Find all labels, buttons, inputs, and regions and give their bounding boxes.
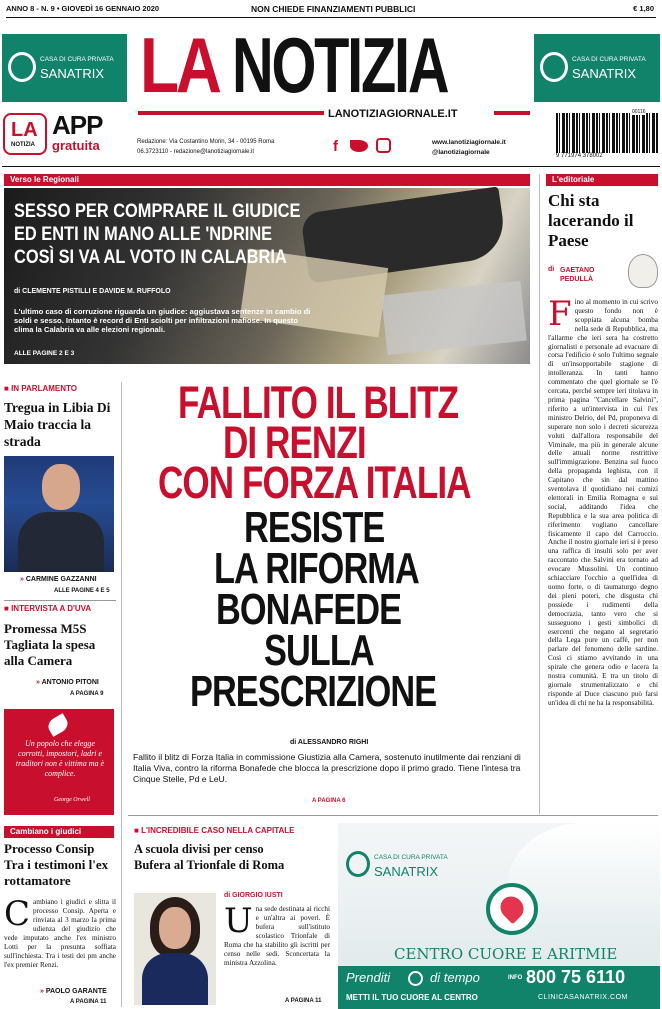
ad-center: CENTRO CUORE E ARITMIE	[394, 945, 618, 963]
left3-section: Cambiano i giudici	[4, 826, 114, 838]
person-body	[18, 512, 104, 572]
lead-byline: di CLEMENTE PISTILLI E DAVIDE M. RUFFOLO	[14, 288, 171, 295]
ad-brand: SANATRIX	[374, 864, 439, 879]
clock-icon	[408, 971, 423, 986]
twitter-icon[interactable]	[350, 140, 368, 152]
title-la: LA	[140, 21, 219, 109]
main-black-5: PRESCRIZIONE	[190, 667, 437, 716]
school-byline: di GIORGIO IUSTI	[224, 892, 283, 899]
quote-text: Un popolo che elegge corrotti, impostori, ladri e traditori non è vittima ma è complice.	[15, 739, 105, 778]
ad-left-top: CASA DI CURA PRIVATA	[40, 56, 114, 63]
editoriale-section-label: L'editoriale	[546, 174, 658, 186]
sanatrix-ad[interactable]	[338, 823, 660, 1009]
website-link[interactable]: LANOTIZIAGIORNALE.IT	[328, 108, 458, 120]
school-section-text: L'INCREDIBILE CASO NELLA CAPITALE	[141, 826, 295, 835]
instagram-icon[interactable]	[376, 138, 391, 153]
person-body	[142, 953, 208, 1005]
price: € 1,80	[633, 4, 654, 13]
app-badge-la: LA	[11, 119, 38, 141]
school-title-1: A scuola divisi per censo	[134, 842, 264, 856]
ad-site[interactable]: CLINICASANATRIX.COM	[538, 994, 628, 1001]
feather-icon	[45, 713, 70, 737]
address-line2: 06.3723110 - redazione@lanotiziagiornale.it	[137, 149, 255, 155]
left3-title[interactable]: Processo Consip Tra i testimoni l'ex rottamatore	[4, 841, 109, 888]
left3-text: ambiano i giudici e slitta il processo Consip. Aperta e rinviata al 3 marzo la prima udienza del giudizio che vede imputato anche l'ex ministro Lotti per la presunta soffiata sull'inchiesta. Tra i testi dei pm anche l'ex premier Renzi.	[4, 898, 116, 969]
school-title[interactable]	[134, 841, 334, 873]
left-rule-1	[4, 600, 116, 601]
person-face	[159, 907, 191, 949]
left2-title[interactable]: Promessa M5S Tagliata la spesa alla Camera	[4, 621, 96, 668]
left2-pages[interactable]: A PAGINA 9	[70, 691, 104, 697]
main-black-4: SULLA	[264, 626, 374, 675]
school-body	[224, 901, 330, 968]
social-handle: @lanotiziagiornale	[432, 149, 490, 156]
editoriale-title[interactable]: Chi sta lacerando il Paese	[548, 191, 634, 250]
slogan: NON CHIEDE FINANZIAMENTI PUBBLICI	[251, 4, 416, 14]
main-pages[interactable]: A PAGINA 6	[312, 798, 346, 804]
main-red-1: FALLITO IL BLITZ	[178, 377, 459, 428]
ad-info: INFO	[508, 975, 523, 981]
sanatrix-logo-icon	[346, 851, 370, 877]
ad-green-bar	[338, 966, 660, 1009]
left3-pages[interactable]: A PAGINA 11	[70, 999, 107, 1005]
editoriale-dropcap: F	[548, 294, 572, 334]
main-black-3: BONAFEDE	[216, 585, 402, 634]
school-text: na sede destinata ai ricchi e un'altra ai poveri. È bufera sull'istituto scolastico Trionfale di Roma che ha stabilito gli iscritti per censo nelle sedi. Sconcertata la ministra Azzolina.	[224, 905, 330, 967]
barcode-code: 00116	[632, 109, 646, 115]
lead-headline-2: ED ENTI IN MANO ALLE 'NDRINE	[14, 223, 273, 245]
left1-pages[interactable]: ALLE PAGINE 4 E 5	[54, 588, 110, 594]
title-notizia: NOTIZIA	[232, 21, 448, 109]
editoriale-author: GAETANO PEDULLÀ	[560, 267, 595, 283]
app-badge-notizia: NOTIZIA	[11, 142, 35, 148]
app-label[interactable]: APP	[52, 110, 103, 140]
social-site[interactable]: www.lanotiziagiornale.it	[432, 139, 506, 146]
main-summary: Fallito il blitz di Forza Italia in commissione Giustizia alla Camera, sostenuto inutilmente dai renziani di Italia Viva, contro la riforma Bonafede che blocca la prescrizione dopo il primo grado. Tiene l'intesa tra Cinque Stelle, Pd e LeU.	[133, 752, 521, 785]
lead-section-label: Verso le Regionali	[4, 174, 530, 186]
masthead-redline	[138, 111, 324, 115]
left3-author: PAOLO GARANTE	[45, 988, 107, 995]
ad-left-sanatrix[interactable]	[2, 34, 127, 102]
top-bar	[6, 4, 656, 16]
ad-left-brand: SANATRIX	[40, 66, 105, 81]
masthead-bottom-rule	[2, 166, 660, 167]
lead-summary: L'ultimo caso di corruzione riguarda un giudice: aggiustava sentenze in cambio di soldi e sesso. Intanto è record di Enti sciolti per infiltrazioni mafiose. In questo clima la Calabria va alle elezioni regionali.	[14, 307, 311, 334]
left2-section-text: INTERVISTA A D'UVA	[11, 604, 92, 613]
school-pages[interactable]: A PAGINA 11	[285, 998, 322, 1004]
barcode-number: 9 771974 378002	[556, 153, 658, 159]
ad-right-top: CASA DI CURA PRIVATA	[572, 56, 646, 63]
lead-headline[interactable]	[14, 200, 344, 269]
left1-author-line: » CARMINE GAZZANNI	[20, 576, 97, 583]
lead-headline-1: SESSO PER COMPRARE IL GIUDICE	[14, 200, 301, 222]
school-photo	[134, 893, 216, 1005]
main-bottom-rule	[128, 815, 658, 816]
editoriale-text: ino al momento in cui scrivo questo fondo non è scoppiata alcuna bomba nella sede di Repubblica, ma l'allarme che ieri sera ha costretto giornalisti e personale ad evacuare di corsa l'edificio è solo l'ultimo segnale di un'insopportabile stagione di intolleranza. In tanti hanno commentato che quel giornale se l'è cercata, perché sempre ieri titolava in prima pagina "Cancellare Salvini", riferito a un'intervista in cui l'ex ministro Delrio, del Pd, proponeva di superare non solo i decreti sicurezza voluti dall'allora responsabile del Viminale, ma più in generale alcune delle attuali norme restrittive sull'immigrazione. Benzina sul fuoco della propaganda leghista, con il Capitano che sin dal mattino sventolava il quotidiano nei comizi elettorali in Emilia Romagna e sui social, additando l'idea che Repubblica e la sua area politica di riferimento vogliano cancellare fisicamente il capo del Carroccio. Anche il nostro giornale ieri si è preso una raffica di insulti solo per aver raccontato che Salvini era tornato ad evocare Mussolini. Un continuo schiacciare l'occhio a quell'idea di uomo forte, o di taumaturgo degno dei pieni poteri, che disgusta chi possiede i rudimenti della democrazia, tanto vero che si susseguono i gesti simbolici di esercenti che negano al segretario della Lega pure un caffè, per non parlare del fenomeno delle sardine. Così ci stiamo avvitando in una spirale che genera odio e lacera la nostra comunità. E tra un titolo di giornale strumentalizzato e chi risponde al Duce ciascuno può farsi un'idea di chi ne ha la responsabilità.	[548, 298, 658, 707]
app-sub: gratuita	[52, 138, 100, 153]
editoriale-body	[548, 294, 658, 708]
top-rule	[6, 17, 656, 18]
main-red-2: DI RENZI	[223, 417, 366, 468]
left1-section: ■ IN PARLAMENTO	[4, 384, 77, 393]
left2-section: ■ INTERVISTA A D'UVA	[4, 604, 92, 613]
main-headline[interactable]	[128, 377, 534, 731]
quote-author: George Orwell	[54, 797, 90, 803]
main-black-1: RESISTE	[244, 503, 385, 552]
editoriale-by: di	[548, 266, 555, 273]
app-badge-icon[interactable]	[3, 113, 47, 155]
banknote-shape	[381, 281, 527, 355]
masthead-redline-right	[494, 111, 530, 115]
address-line1: Redazione: Via Costantino Morin, 34 - 00195 Roma	[137, 139, 275, 145]
ad-ditempo: di tempo	[430, 970, 480, 985]
sanatrix-logo-icon	[8, 52, 36, 82]
quote-box	[4, 709, 114, 815]
left1-title[interactable]: Tregua in Libia Di Maio traccia la strada	[4, 400, 111, 449]
school-dropcap: U	[224, 901, 253, 941]
col-rule-right	[539, 174, 540, 814]
left3-body	[4, 894, 116, 970]
barcode	[556, 113, 658, 153]
ad-top: CASA DI CURA PRIVATA	[374, 854, 448, 861]
masthead-title	[136, 21, 528, 110]
left3-author-line: » PAOLO GARANTE	[40, 988, 107, 995]
sanatrix-logo-icon	[540, 52, 568, 82]
school-title-2: Bufera al Trionfale di Roma	[134, 858, 285, 872]
ad-right-sanatrix[interactable]	[534, 34, 660, 102]
facebook-icon[interactable]: f	[333, 138, 338, 155]
main-red-3: CON FORZA ITALIA	[158, 457, 471, 508]
school-section: ■ L'INCREDIBILE CASO NELLA CAPITALE	[134, 826, 295, 835]
issue-info: ANNO 8 - N. 9 • GIOVEDÌ 16 GENNAIO 2020	[6, 4, 160, 13]
left1-section-text: IN PARLAMENTO	[11, 384, 77, 393]
ad-prendi: Prenditi	[346, 970, 391, 985]
person-head	[42, 464, 80, 510]
ad-slogan: METTI IL TUO CUORE AL CENTRO	[346, 993, 478, 1002]
left2-author: ANTONIO PITONI	[41, 679, 99, 686]
left1-author: CARMINE GAZZANNI	[25, 576, 97, 583]
col-rule-left	[121, 382, 122, 1007]
main-black-2: LA RIFORMA	[214, 544, 419, 593]
ad-right-brand: SANATRIX	[572, 66, 637, 81]
left2-author-line: » ANTONIO PITONI	[36, 679, 99, 686]
left1-photo	[4, 456, 114, 572]
main-byline: di ALESSANDRO RIGHI	[290, 739, 369, 746]
lead-headline-3: COSÌ SI VA AL VOTO IN CALABRIA	[14, 246, 287, 268]
author-portrait	[628, 254, 658, 288]
lead-pages[interactable]: ALLE PAGINE 2 E 3	[14, 350, 75, 357]
ad-phone[interactable]: 800 75 6110	[526, 967, 626, 987]
left3-dropcap: C	[4, 894, 31, 934]
